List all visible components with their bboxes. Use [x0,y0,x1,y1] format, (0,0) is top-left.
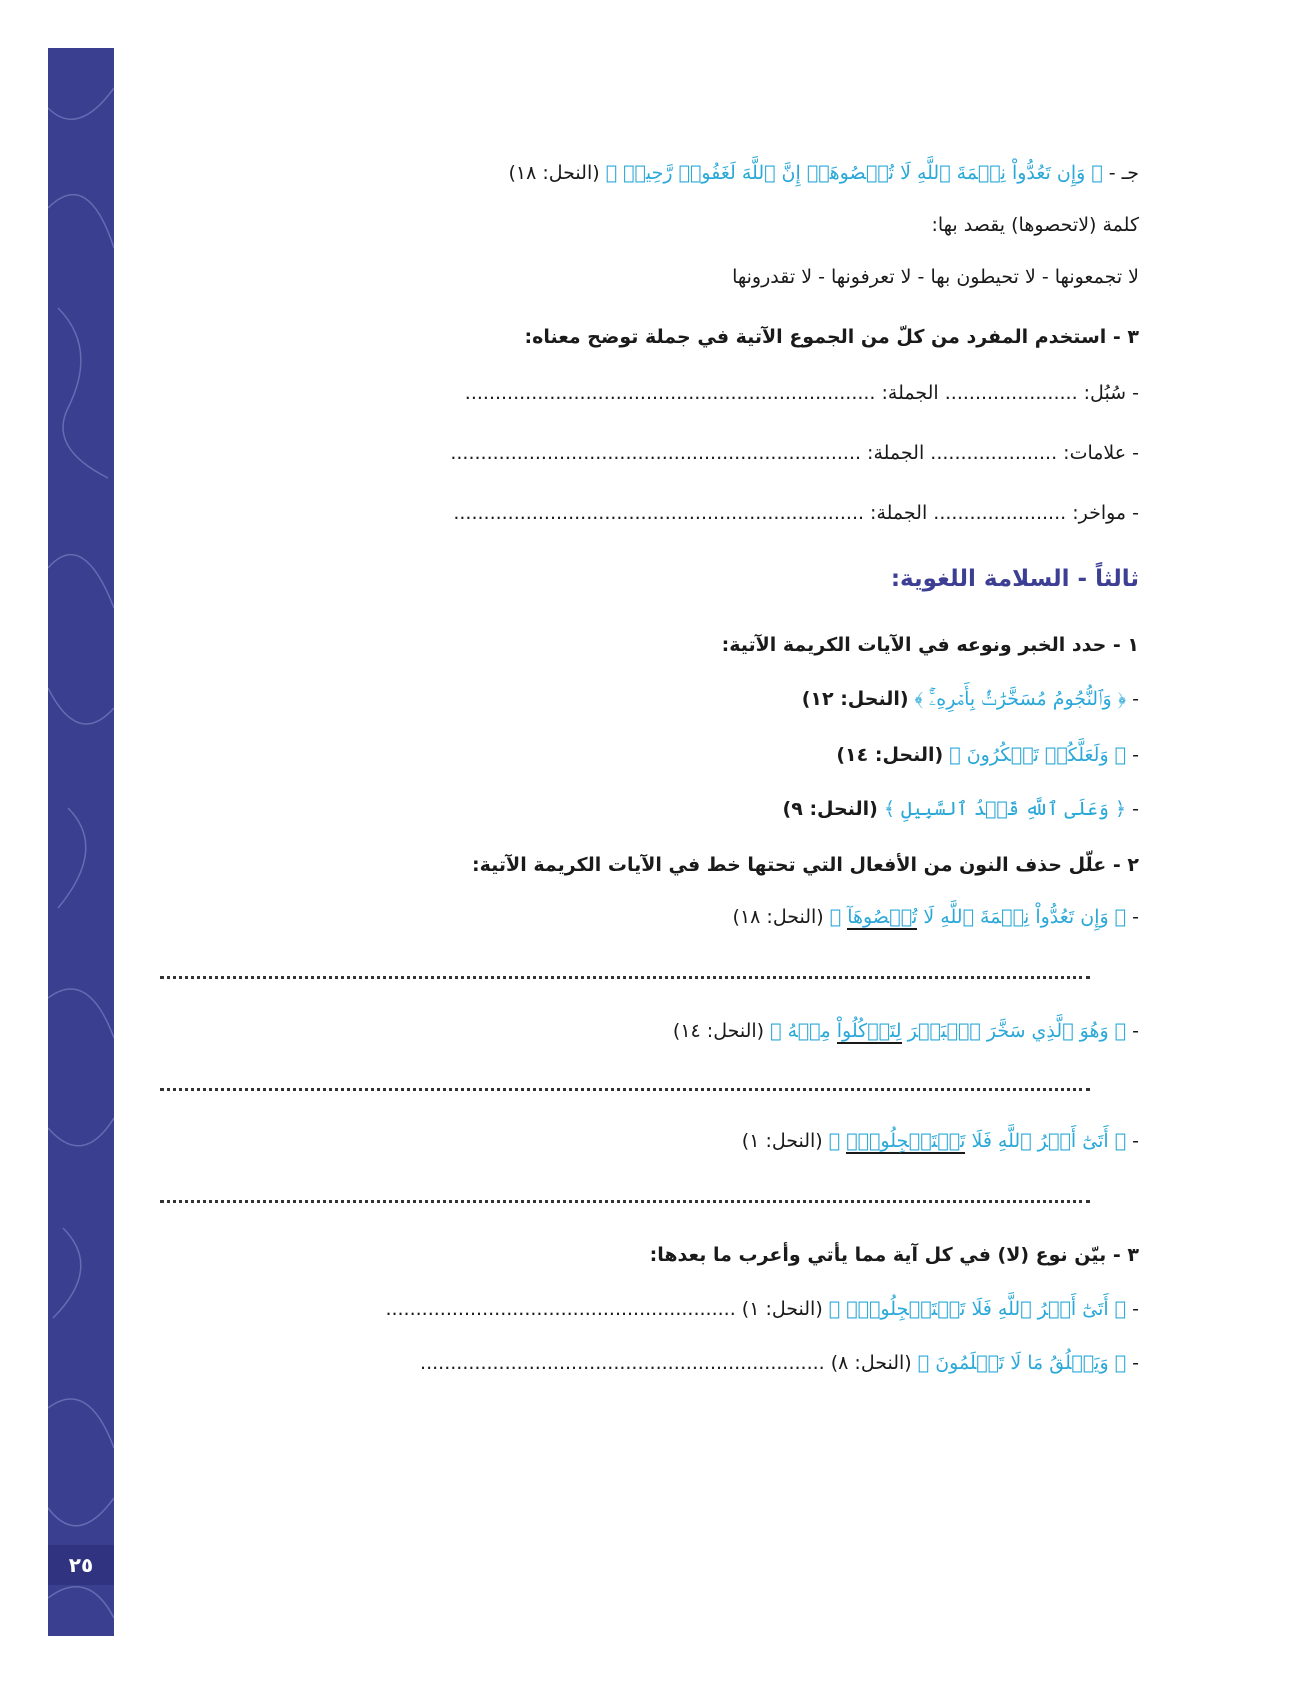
decorative-side-band [48,48,114,1636]
q3-item [420,1348,1139,1378]
section-heading: ثالثاً - السلامة اللغوية: [890,566,1139,592]
verse-part: مِنۡهُ ﴾ [770,1020,837,1042]
quran-verse: ﴿ وَإِن تَعُدُّواْ نِعۡمَةَ ٱللَّهِ لَا تُحۡصُوهَآۗ إِنَّ ٱللَّهَ لَغَفُورٞ رَّحِيمٞ ﴾ [605,162,1103,184]
q1-item [783,794,1139,824]
q2-item [733,902,1139,932]
verse-part: ﴿ وَهُوَ ٱلَّذِي سَخَّرَ ٱلۡبَحۡرَ [901,1020,1127,1042]
quran-verse [770,1020,1126,1044]
question-3-title: ٣ - استخدم المفرد من كلّ من الجموع الآتية في جملة توضح معناه: [524,326,1139,348]
quran-verse: ﴿ وَٱلنُّجُومُ مُسَخَّرَٰتُۢ بِأَمۡرِهِۦٓۚ ﴾ [914,688,1127,710]
quran-verse: ﴿ وَيَخۡلُقُ مَا لَا تَعۡلَمُونَ ﴾ [917,1352,1127,1374]
verse-reference: (النحل: ١٨) [732,906,824,928]
quran-verse [829,1130,1126,1154]
verse-part: ﴾ [828,1130,847,1152]
dash: - [1132,688,1139,710]
underlined-verb: لِتَأۡكُلُواْ [836,1020,902,1042]
verse-part: ﴿ وَإِن تَعُدُّواْ نِعۡمَةَ ٱللَّهِ لَا [917,906,1127,928]
section3-q1-title: ١ - حدد الخبر ونوعه في الآيات الكريمة الآتية: [721,634,1139,656]
verse-reference: (النحل: ١٢) [801,688,909,710]
page-number: ٢٥ [48,1545,114,1585]
section3-q3-title: ٣ - بيّن نوع (لا) في كل آية مما يأتي وأعرب ما بعدها: [649,1244,1139,1266]
verse-part: ﴿ أَتَىٰٓ أَمۡرُ ٱللَّهِ فَلَا [965,1130,1127,1152]
underlined-verb: تُحۡصُوهَآ [847,906,918,928]
verse-reference: (النحل: ١٤) [836,744,944,766]
answer-row-subul: - سُبُل: ...................... الجملة: .................................................................... [464,382,1139,404]
dash: - [1132,1352,1139,1374]
item-c-question: كلمة (لاتحصوها) يقصد بها: [931,214,1139,236]
dash: - [1132,1020,1139,1042]
answer-dots[interactable]: ................................................................... [420,1352,825,1374]
item-c-verse-line [508,158,1139,188]
dash: - [1132,744,1139,766]
verse-reference: (النحل: ١) [741,1298,823,1320]
item-c-options: لا تجمعونها - لا تحيطون بها - لا تعرفونها - لا تقدرونها [732,266,1139,288]
verse-reference: (النحل: ٩) [782,798,878,820]
q1-item [802,684,1139,714]
answer-dots[interactable]: .......................................................... [385,1298,736,1320]
answer-dotted-line[interactable] [160,1088,1090,1091]
dash: - [1132,1298,1139,1320]
answer-row-mawakhir: - مواخر: ...................... الجملة: .................................................................... [453,502,1139,524]
answer-dotted-line[interactable] [160,976,1090,979]
quran-verse: ﴿ وَعَلَى ٱللَّهِ قَصۡدُ ٱلسَّبِيلِ ﴾ [883,798,1127,820]
q2-item [673,1016,1139,1046]
section3-q2-title: ٢ - علّل حذف النون من الأفعال التي تحتها خط في الآيات الكريمة الآتية: [472,854,1139,876]
answer-dotted-line[interactable] [160,1200,1090,1203]
item-prefix: جـ - [1108,162,1139,184]
dash: - [1132,1130,1139,1152]
verse-reference: (النحل: ٨) [830,1352,912,1374]
verse-reference: (النحل: ١) [741,1130,823,1152]
verse-reference: (النحل: ١٤) [672,1020,765,1042]
underlined-verb: تَسۡتَعۡجِلُوهُۚ [846,1130,966,1152]
q2-item [742,1126,1139,1156]
dash: - [1132,798,1139,820]
quran-verse: ﴿ أَتَىٰٓ أَمۡرُ ٱللَّهِ فَلَا تَسۡتَعۡجِلُوهُۚ ﴾ [828,1298,1127,1320]
band-pattern [48,48,114,1636]
quran-verse: ﴿ وَلَعَلَّكُمۡ تَشۡكُرُونَ ﴾ [949,744,1127,766]
answer-row-alamat: - علامات: ..................... الجملة: .................................................................... [450,442,1139,464]
quran-verse [830,906,1126,930]
dash: - [1132,906,1139,928]
q1-item [836,740,1139,770]
verse-part: ﴾ [829,906,848,928]
verse-reference: (النحل: ١٨) [508,162,600,184]
q3-item [385,1294,1139,1324]
